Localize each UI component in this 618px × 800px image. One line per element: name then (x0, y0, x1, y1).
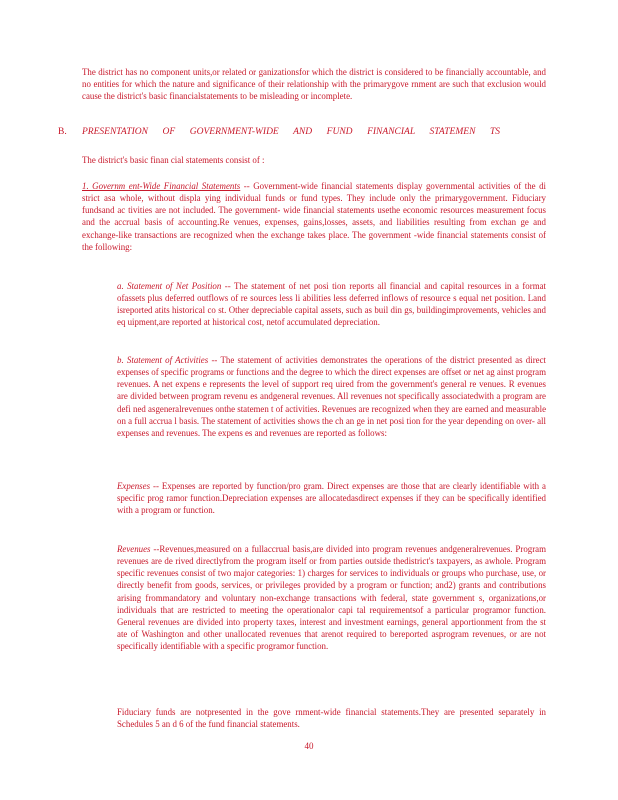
item-b-text: -- The statement of activities demonstrates the operations of the district presented as direct expenses of specific programs or functions and the degree to which the direct expenses are offset or net ag ainst program revenues. A net expens e represents the level of support req uired from the government's general re venues. R evenues are divided between program revenu es andgeneral revenues. All revenues not specifically associatedwith a program are defi ned asgeneralrevenues onthe statemen t of activities. Revenues are recognized when they are earned and measurable on a full accrua l basis. The statement of activities shows the ch an ge in net posi tion for the year depending on over- all expenses and revenues. The expens es and revenues are reported as follows: (117, 355, 547, 438)
item-a-heading: a. Statement of Net Position (117, 281, 222, 291)
page-number: 40 (304, 741, 314, 751)
revenues-paragraph (117, 543, 546, 652)
expenses-heading: Expenses (117, 481, 151, 491)
item-a-paragraph (117, 280, 546, 329)
expenses-paragraph (117, 480, 546, 516)
item-a-text: -- The statement of net posi tion reports all financial and capital resources in a format ofassets plus deferred outflows of re sources less li abilities less deferred inflows of resource s equal net position. Land isreported atits historical co st. Other depreciable capital assets, such as buil din gs, buildingimprovements, vehicles and eq uipment,are reported at historical cost, netof accumulated depreciation. (117, 281, 547, 328)
item1-heading: 1. Governm ent-Wide Financial Statements (82, 181, 241, 191)
intro-paragraph: The district has no component units,or related or ganizationsfor which the district is considered to be financially accountable, and no entities for which the nature and significance of their relationship with the primarygove rnment are such that exclusion would cause the district's basic financialstatements to be misleading or incomplete. (82, 67, 546, 102)
section-lead: The district's basic finan cial statements consist of : (82, 155, 265, 165)
revenues-heading: Revenues (117, 544, 151, 554)
section-letter: B. (58, 127, 67, 137)
expenses-text: -- Expenses are reported by function/pro gram. Direct expenses are those that are clearly identifiable with a specific prog ramor function.Depreciation expenses are allocatedasdirect expenses if they can be specifically identified with a program or function. (117, 481, 546, 516)
revenues-text: --Revenues,measured on a fullaccrual basis,are divided into program revenues andgeneralrevenues. Program revenues are de rived directlyfrom the program itself or from parties outside thedistrict's taxpayers, as awhole. Program specific revenues consist of two major categories: 1) charges for services to individuals or groups who purchase, use, or directly benefit from goods, services, or privileges provided by a program or function; and2) grants and contributions arising frommandatory and voluntary non-exchange transactions with federal, state government s, organizations,or individuals that are restricted to meeting the operationalor capi tal requirementsof a particular programor function. General revenues are divided into property taxes, interest and investment earnings, general apportionment from the st ate of Washington and other unallocated revenues that arenot required to bereported asprogram revenues, or are not specifically identifiable with a specific programor function. (117, 544, 546, 652)
section-title: PRESENTATION OF GOVERNMENT-WIDE AND FUND FINANCIAL STATEMEN TS (82, 127, 500, 137)
item-b-heading: b. Statement of Activities (117, 355, 209, 365)
item1-paragraph (82, 180, 546, 253)
item-b-paragraph (117, 354, 546, 439)
fiduciary-paragraph: Fiduciary funds are notpresented in the gove rnment-wide financial statements.They are presented separately in Schedules 5 an d 6 of the fund financial statements. (117, 707, 546, 730)
item1-text: -- Government-wide financial statements display governmental activities of the di strict asa whole, without displa ying individual funds or fund types. They include only the primarygovernment. Fiduciary fundsand ac tivities are not included. The government- wide financial statements usethe economic resources measurement focus and the accrual basis of accounting.Re venues, expenses, gains,losses, assets, and liabilities resulting from exchan ge and exchange-like transactions are recognized when the exchange takes place. The government -wide financial statements consist of the following: (82, 181, 546, 252)
